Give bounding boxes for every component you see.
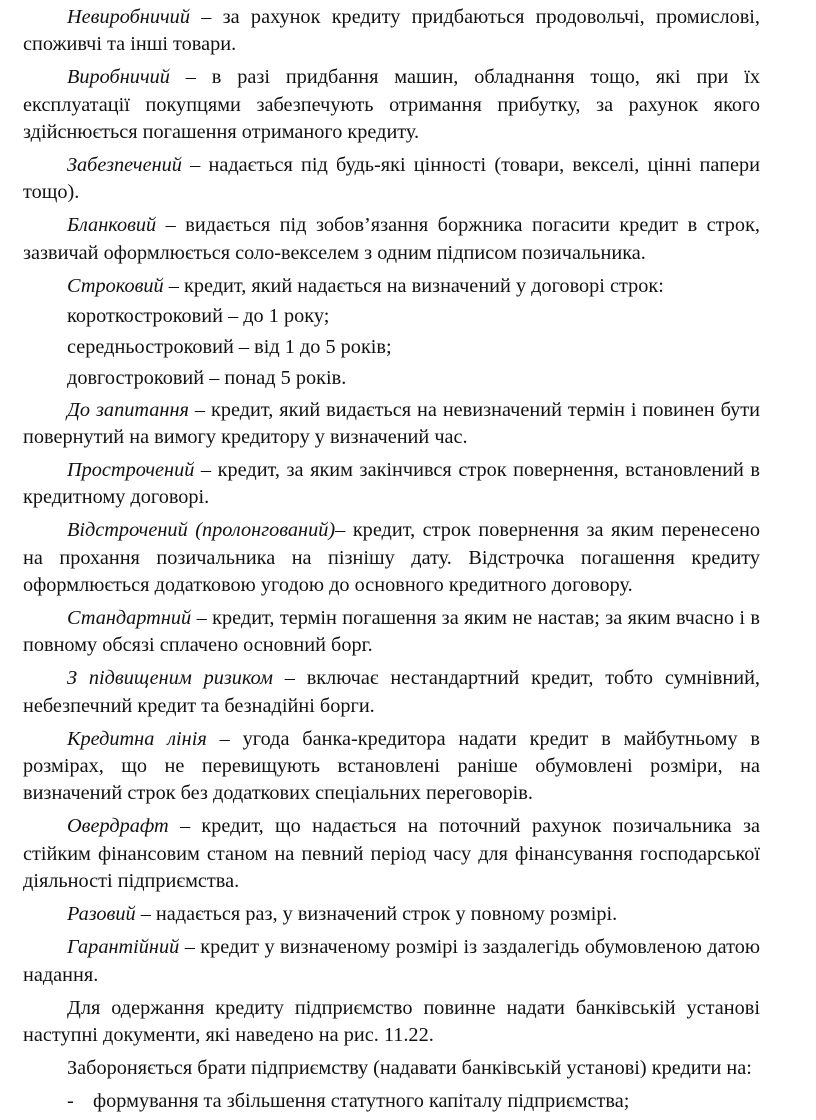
definition-paragraph [23,901,760,928]
definition-text: – кредит, термін погашення за яким не настав; за яким вчасно і в повному обсязі сплачено основний борг. [23,607,760,657]
term-subitem: короткостроковий – до 1 року; [67,305,330,328]
definition-text: – кредит, який надається на визначений у договорі строк: [163,274,664,297]
definition-text: – надається раз, у визначений строк у повному розмірі. [135,903,618,926]
definition-text: – кредит, який видається на невизначений термін і повинен бути повернутий на вимогу кредитору у визначений час. [23,398,760,448]
definition-text: – видається під зобов’язання боржника погасити кредит в строк, зазвичай оформлюється соло-векселем з одним підписом позичальника. [23,214,760,264]
definition-text: – в разі придбання машин, обладнання тощо, які при їх експлуатації покупцями забезпечують отримання прибутку, за рахунок якого здійснюється погашення отриманого кредиту. [23,66,760,143]
defined-term: Прострочений [67,459,195,482]
definition-paragraph [23,397,760,451]
defined-term: Гарантійний [67,936,180,959]
bullet-item [23,1088,760,1115]
body-paragraph: Забороняється брати підприємству (надавати банківській установі) кредити на: [67,1057,752,1080]
defined-term: З підвищеним ризиком [67,667,273,690]
definition-text: – угода банка-кредитора надати кредит в майбутньому в розмірах, що не перевищують встановлені раніше обумовлені розміри, на визначений строк без додаткових спеціальних переговорів. [23,727,760,805]
definition-text: – кредит, за яким закінчився строк повернення, встановлений в кредитному договорі. [23,459,760,509]
defined-term: Відстрочений (пролонгований) [67,519,336,542]
definition-paragraph [23,64,760,146]
defined-term: Бланковий [67,214,157,237]
defined-term: Разовий [67,903,136,926]
definition-paragraph [23,605,760,659]
definition-paragraph [23,934,760,988]
term-subitem: довгостроковий – понад 5 років. [67,367,347,390]
definition-paragraph [23,273,760,300]
definition-text: – за рахунок кредиту придбаються продовольчі, промислові, споживчі та інші товари. [23,6,760,56]
term-subitem: середньостроковий – від 1 до 5 років; [67,336,392,359]
body-paragraph: Для одержання кредиту підприємство повинне надати банківській установі наступні документи, які наведено на рис. 11.22. [23,996,760,1046]
bullet-marker: - [67,1090,74,1113]
definition-paragraph [23,212,760,266]
definition-paragraph [23,4,760,58]
defined-term: Забезпечений [67,154,182,177]
definition-text: – включає нестандартний кредит, тобто сумнівний, небезпечний кредит та безнадійні борги. [23,667,760,717]
defined-term: Овердрафт [67,815,169,838]
defined-term: Кредитна лінія [67,727,207,750]
definition-paragraph [23,457,760,511]
definition-paragraph [23,665,760,719]
definition-text: – кредит, строк повернення за яким перенесено на прохання позичальника на пізнішу дату. Відстрочка погашення кредиту оформлюється додатковою угодою до основного кредитного договору. [23,519,760,596]
definition-text: – надається під будь-які цінності (товари, векселі, цінні папери тощо). [23,154,760,204]
definition-paragraph [23,813,760,895]
defined-term: Невиробничий [67,6,190,28]
defined-term: Стандартний [67,607,192,630]
defined-term: Строковий [67,274,164,297]
definition-paragraph [23,726,760,808]
defined-term: До запитання [67,398,189,421]
definition-text: – кредит, що надається на поточний рахунок позичальника за стійким фінансовим станом на певний період часу для фінансування господарської діяльності підприємства. [23,815,760,892]
defined-term: Виробничий [67,66,170,89]
definition-paragraph [23,517,760,599]
bullet-text: формування та збільшення статутного капіталу підприємства; [93,1090,630,1113]
definition-paragraph [23,152,760,206]
definition-text: – кредит у визначеному розмірі із заздалегідь обумовленою датою надання. [23,936,760,986]
